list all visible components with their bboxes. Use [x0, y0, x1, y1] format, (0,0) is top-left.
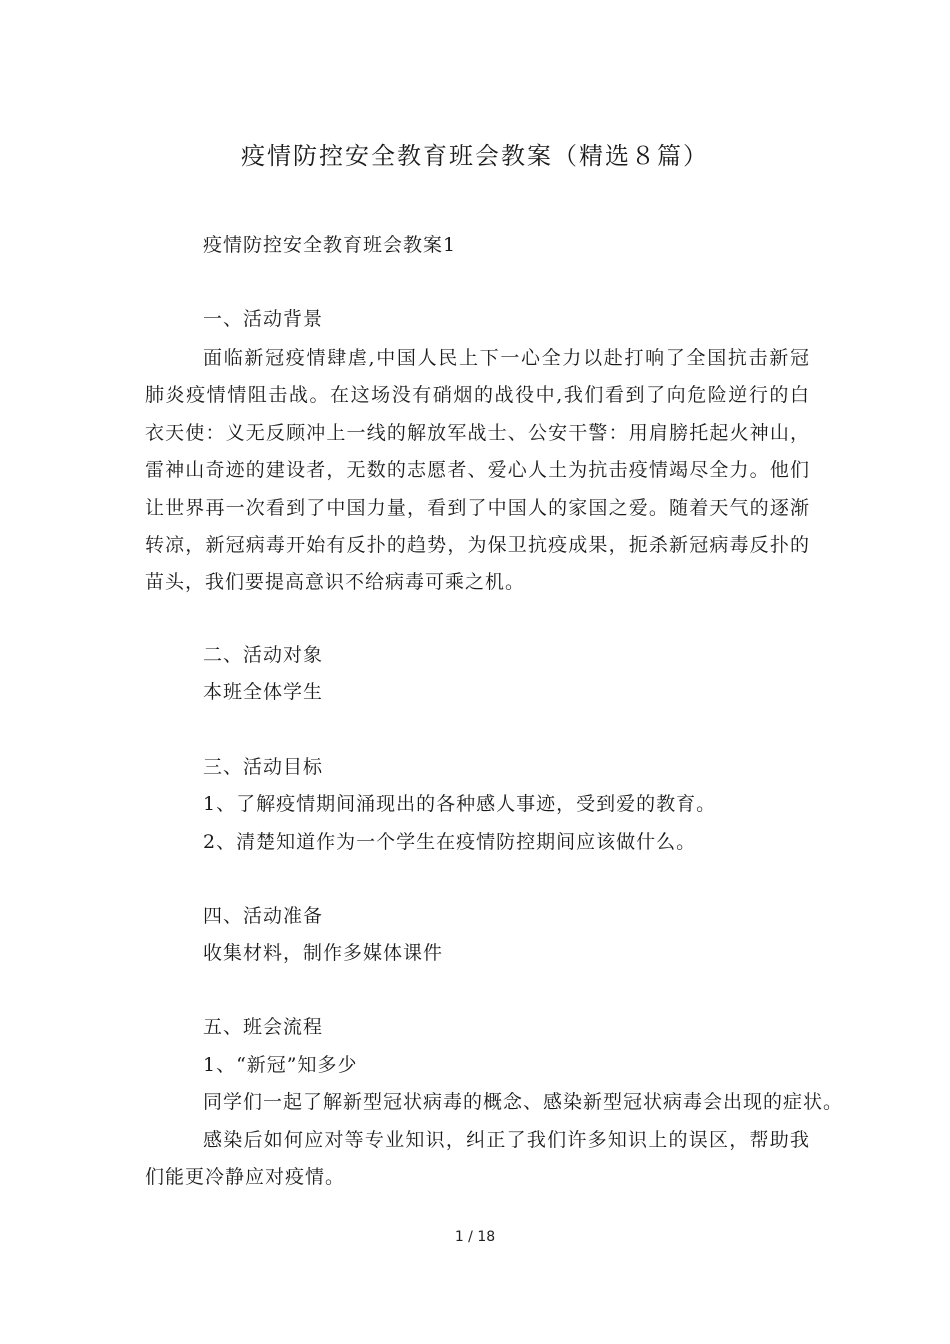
goal-item-2: 2、清楚知道作为一个学生在疫情防控期间应该做什么。 [203, 831, 697, 853]
section-heading-goals: 三、活动目标 [203, 756, 324, 778]
section-heading-audience: 二、活动对象 [203, 644, 324, 666]
section-heading-preparation: 四、活动准备 [203, 905, 324, 927]
preparation-text: 收集材料，制作多媒体课件 [203, 942, 444, 964]
process-item-1: 1、“新冠”知多少 [203, 1054, 358, 1076]
subtitle: 疫情防控安全教育班会教案1 [203, 234, 457, 256]
section-heading-process: 五、班会流程 [203, 1016, 324, 1038]
audience-text: 本班全体学生 [203, 681, 324, 703]
background-paragraph: 面临新冠疫情肆虐,中国人民上下一心全力以赴打响了全国抗击新冠肺炎疫情情阻击战。在这场没有硝烟的战役中,我们看到了向危险逆行的白衣天使：义无反顾冲上一线的解放军战士、公安干警：用肩膀托起火神山，雷神山奇迹的建设者，无数的志愿者、爱心人土为抗击疫情竭尽全力。他们让世界再一次看到了中国力量，看到了中国人的家国之爱。随着天气的逐渐转凉，新冠病毒开始有反扑的趋势，为保卫抗疫成果，扼杀新冠病毒反扑的苗头，我们要提高意识不给病毒可乘之机。 [145, 347, 810, 594]
section-heading-background: 一、活动背景 [203, 308, 324, 330]
page-indicator: 1 / 18 [454, 1229, 496, 1245]
goal-item-1: 1、了解疫情期间涌现出的各种感人事迹，受到爱的教育。 [203, 793, 717, 815]
process-paragraph: 感染后如何应对等专业知识，纠正了我们许多知识上的误区，帮助我们能更冷静应对疫情。 [145, 1129, 810, 1189]
process-line-1: 同学们一起了解新型冠状病毒的概念、感染新型冠状病毒会出现的症状。 [203, 1091, 844, 1113]
document-title: 疫情防控安全教育班会教案（精选８篇） [241, 142, 709, 170]
